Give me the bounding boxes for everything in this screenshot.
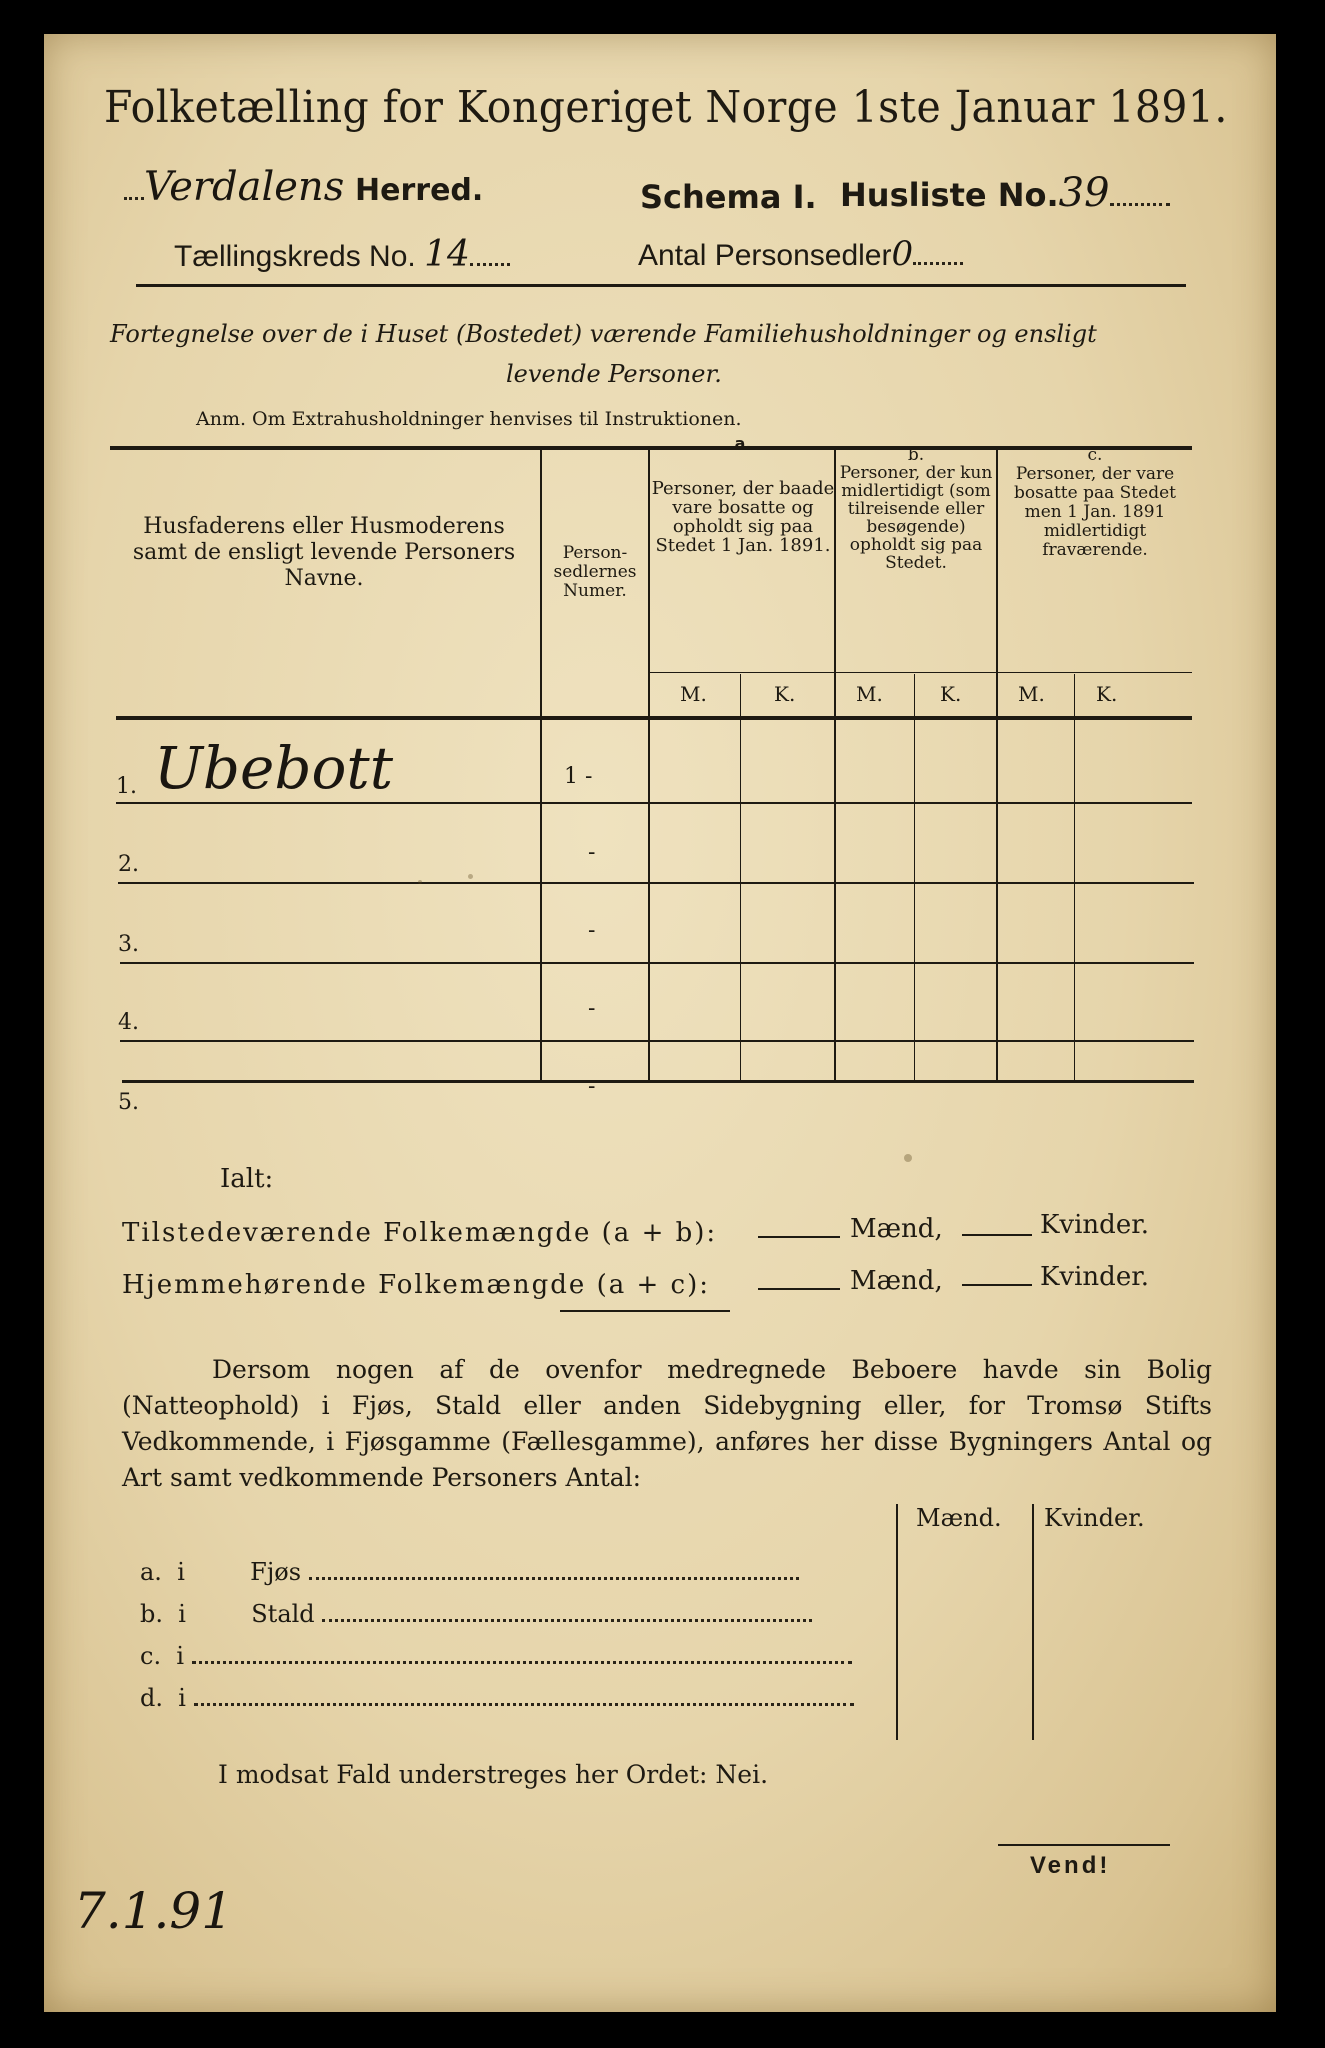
hjemme-kvinder-blank: [962, 1284, 1032, 1286]
col-divider-c-mk: [1074, 674, 1075, 1080]
census-form-page: [44, 34, 1276, 2012]
bolig-col-kvinder: Kvinder.: [1044, 1504, 1145, 1532]
husliste-label: Husliste No.: [840, 176, 1059, 214]
row-5-number: 5.: [118, 1090, 139, 1115]
modsat-note: I modsat Fald understreges her Ordet: Nei.: [218, 1760, 769, 1789]
bolig-item-a: [140, 1558, 799, 1586]
bolig-b-prep: i: [178, 1600, 186, 1628]
row-4-numer: -: [588, 996, 596, 1021]
handwritten-note: 7.1.91: [74, 1882, 234, 1940]
personsedler-line: [638, 234, 963, 274]
bolig-b-letter: b.: [140, 1600, 163, 1628]
col-header-b: Personer, der kun midlertidigt (som tilreisende eller besøgende) opholdt sig paa Stedet.: [839, 463, 993, 573]
col-header-c: Personer, der vare bosatte paa Stedet men 1 Jan. 1891 midlertidigt fraværende.: [1014, 464, 1176, 560]
row-1-numer: 1 -: [564, 764, 593, 789]
ink-spot: [468, 874, 473, 879]
personsedler-label: Antal Personsedler: [638, 239, 892, 272]
ink-spot: [904, 1154, 912, 1162]
col-header-c-group: [998, 446, 1192, 560]
anm-note: Anm. Om Extrahusholdninger henvises til Instruktionen.: [196, 408, 742, 430]
bolig-paragraph: Dersom nogen af de ovenfor medregnede Beboere havde sin Bolig (Natteophold) i Fjøs, Stald eller anden Sidebygning eller, for Tromsø Stifts Vedkommende, i Fjøsgamme (Fællesgamme), anføres her disse Bygningers Antal og Art samt vedkommende Personers Antal:: [122, 1355, 1212, 1492]
personsedler-value: 0: [891, 234, 914, 274]
row-3-number: 3.: [118, 932, 139, 957]
form-title: Folketælling for Kongeriget Norge 1ste Januar 1891.: [104, 82, 1228, 133]
vend-label: Vend!: [1030, 1852, 1111, 1879]
table-header-rule: [116, 716, 1192, 720]
col-divider-b-mk: [914, 674, 915, 1080]
bolig-divider-2: [1032, 1504, 1034, 1740]
vend-rule: [998, 1844, 1170, 1846]
row-4-rule: [120, 1040, 1194, 1042]
header-rule: [136, 284, 1186, 287]
col-divider-a-mk: [740, 674, 741, 1080]
husliste-value: 39: [1058, 170, 1110, 216]
tilstede-kvinder: Kvinder.: [1040, 1210, 1150, 1240]
hjemme-maend: Mænd,: [850, 1266, 943, 1296]
bolig-a-prep: i: [177, 1558, 185, 1586]
col-c-letter: c.: [1087, 445, 1103, 465]
intro-line1: Fortegnelse over de i Huset (Bostedet) værende Familiehusholdninger og ensligt: [110, 320, 1097, 348]
row-2-numer: -: [588, 840, 596, 865]
divider-rule: [560, 1310, 730, 1312]
col-a-k: K.: [774, 682, 796, 706]
row-1-number: 1.: [116, 774, 137, 799]
bolig-d-prep: i: [178, 1684, 186, 1712]
table-bottom-rule: [122, 1080, 1194, 1083]
schema-label: Schema I.: [640, 178, 817, 216]
krets-value: 14: [424, 234, 470, 275]
col-header-b-group: [836, 446, 996, 572]
husliste-line: [840, 170, 1170, 216]
col-c-k: K.: [1096, 682, 1118, 706]
col-b-k: K.: [940, 682, 962, 706]
tilstede-label: Tilstedeværende Folkemængde (a + b):: [122, 1218, 718, 1248]
bolig-item-b: [140, 1600, 812, 1628]
bolig-a-letter: a.: [140, 1558, 162, 1586]
bolig-divider-1: [896, 1504, 898, 1740]
row-2-rule: [118, 882, 1194, 884]
col-a-letter: a.: [734, 434, 752, 453]
hjemme-maend-blank: [758, 1288, 840, 1290]
hjemme-kvinder: Kvinder.: [1040, 1262, 1150, 1292]
intro-line2: levende Personer.: [506, 360, 722, 388]
row-1-name: Ubebott: [154, 734, 393, 802]
col-a-m: M.: [680, 682, 707, 706]
ink-spot: [418, 880, 422, 884]
bolig-c-letter: c.: [140, 1642, 162, 1670]
row-1-rule: [116, 802, 1192, 804]
herred-line: [124, 164, 483, 210]
bolig-col-maend: Mænd.: [916, 1504, 1002, 1532]
tilstede-kvinder-blank: [962, 1234, 1032, 1236]
herred-label: Herred.: [355, 173, 484, 208]
row-4-number: 4.: [118, 1010, 139, 1035]
bolig-c-prep: i: [176, 1642, 185, 1670]
krets-line: [174, 234, 510, 275]
tilstede-maend-blank: [758, 1236, 840, 1238]
col-header-names: Husfaderens eller Husmoderens samt de ensligt levende Personers Navne.: [132, 514, 516, 591]
tilstede-maend: Mænd,: [850, 1214, 943, 1244]
mk-rule: [648, 672, 1192, 673]
row-3-rule: [120, 962, 1194, 964]
col-header-a: Personer, der baade vare bosatte og opholdt sig paa Stedet 1 Jan. 1891.: [651, 478, 835, 556]
bolig-b-label: Stald: [251, 1600, 315, 1628]
row-3-numer: -: [588, 918, 596, 943]
row-5-numer: -: [588, 1074, 596, 1099]
col-b-letter: b.: [907, 445, 925, 465]
col-header-numer: Person-sedlernes Numer.: [553, 543, 637, 601]
krets-label: Tællingskreds No.: [174, 240, 416, 273]
col-c-m: M.: [1018, 682, 1045, 706]
bolig-item-d: [140, 1684, 854, 1712]
col-b-m: M.: [856, 682, 883, 706]
hjemme-label: Hjemmehørende Folkemængde (a + c):: [122, 1270, 710, 1300]
ialt-label: Ialt:: [220, 1164, 274, 1194]
herred-value: Verdalens: [144, 164, 345, 210]
bolig-d-letter: d.: [140, 1684, 163, 1712]
bolig-item-c: [140, 1642, 852, 1670]
col-header-a-group: [650, 434, 836, 555]
bolig-a-label: Fjøs: [250, 1558, 302, 1586]
col-divider-numer: [540, 450, 542, 1080]
row-2-number: 2.: [118, 852, 139, 877]
